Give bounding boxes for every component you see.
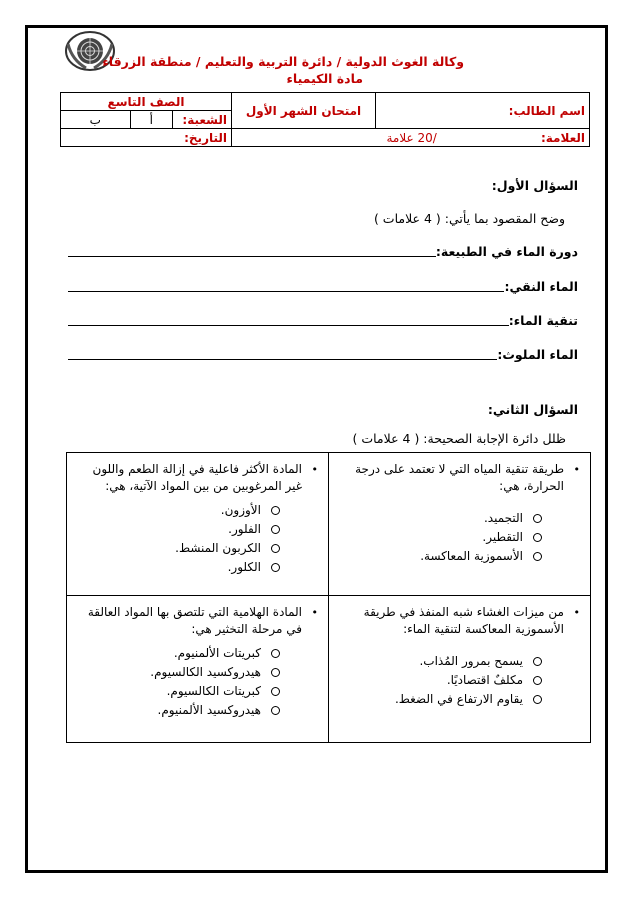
mark-value: /20 علامة: [386, 130, 437, 145]
mcq-question: • المادة الأكثر فاعلية في إزالة الطعم واللون غير المرغوبين من بين المواد الآتية، هي:: [92, 462, 318, 493]
definition-line: [68, 245, 578, 259]
mcq-option[interactable]: الأوزون.: [77, 501, 280, 520]
mcq-option[interactable]: هيدروكسيد الألمنيوم.: [77, 701, 280, 720]
grade-label: الصف التاسع: [61, 93, 232, 111]
radio-circle-icon[interactable]: [271, 668, 280, 677]
section-label: الشعبة:: [173, 111, 232, 129]
mcq-cell: [67, 453, 329, 596]
q2-instruction: ظلل دائرة الإجابة الصحيحة: ( 4 علامات ): [352, 431, 566, 446]
radio-circle-icon[interactable]: [533, 552, 542, 561]
date-label: التاريخ:: [61, 129, 232, 147]
term-label: الماء الملوث:: [497, 347, 578, 362]
answer-line[interactable]: [68, 256, 436, 257]
radio-circle-icon[interactable]: [271, 706, 280, 715]
student-name-label: اسم الطالب:: [376, 93, 590, 129]
section-b: ب: [61, 111, 131, 129]
mcq-option[interactable]: كبريتات الكالسيوم.: [77, 682, 280, 701]
answer-line[interactable]: [68, 291, 504, 292]
radio-circle-icon[interactable]: [271, 544, 280, 553]
mcq-cell: [67, 596, 329, 743]
mcq-option[interactable]: الكربون المنشط.: [77, 539, 280, 558]
radio-circle-icon[interactable]: [271, 506, 280, 515]
term-label: دورة الماء في الطبيعة:: [435, 244, 578, 259]
radio-circle-icon[interactable]: [533, 533, 542, 542]
bullet-icon: •: [311, 606, 318, 619]
definition-line: [68, 280, 578, 294]
mcq-option[interactable]: مكلفٌ اقتصاديًا.: [339, 671, 542, 690]
mcq-question: • المادة الهلامية التي تلتصق بها المواد العالقة في مرحلة التخثير هي:: [87, 605, 318, 636]
mcq-option[interactable]: التقطير.: [339, 528, 542, 547]
radio-circle-icon[interactable]: [271, 649, 280, 658]
mcq-option[interactable]: الكلور.: [77, 558, 280, 577]
mcq-cell: [329, 453, 591, 596]
mark-label: العلامة:: [540, 130, 585, 145]
answer-line[interactable]: [68, 325, 509, 326]
radio-circle-icon[interactable]: [271, 525, 280, 534]
radio-circle-icon[interactable]: [271, 563, 280, 572]
mcq-question: • من ميزات الغشاء شبه المنفذ في طريقة الأسموزية المعاكسة لتنقية الماء:: [363, 605, 580, 636]
exam-title: امتحان الشهر الأول: [232, 93, 376, 129]
radio-circle-icon[interactable]: [533, 676, 542, 685]
mcq-question: • طريقة تنقية المياه التي لا تعتمد على درجة الحرارة، هي:: [355, 462, 580, 493]
mcq-option[interactable]: التجميد.: [339, 509, 542, 528]
radio-circle-icon[interactable]: [271, 687, 280, 696]
mcq-option[interactable]: يقاوم الارتفاع في الضغط.: [339, 690, 542, 709]
mcq-table: [66, 452, 591, 743]
header-line-2: مادة الكيمياء: [286, 71, 363, 86]
term-label: تنقية الماء:: [508, 313, 578, 328]
q2-title: السؤال الثاني:: [487, 402, 578, 417]
bullet-icon: •: [573, 606, 580, 619]
mcq-option[interactable]: الأسموزية المعاكسة.: [339, 547, 542, 566]
page-border: [25, 25, 608, 873]
bullet-icon: •: [311, 463, 318, 476]
definition-line: [68, 348, 578, 362]
radio-circle-icon[interactable]: [533, 657, 542, 666]
q1-title: السؤال الأول:: [491, 178, 578, 193]
radio-circle-icon[interactable]: [533, 695, 542, 704]
answer-line[interactable]: [68, 359, 497, 360]
bullet-icon: •: [573, 463, 580, 476]
mcq-option[interactable]: الفلور.: [77, 520, 280, 539]
mcq-option[interactable]: هيدروكسيد الكالسيوم.: [77, 663, 280, 682]
term-label: الماء النقي:: [504, 279, 578, 294]
radio-circle-icon[interactable]: [533, 514, 542, 523]
definition-line: [68, 314, 578, 328]
mcq-cell: [329, 596, 591, 743]
header-line-1: وكالة الغوث الدولية / دائرة التربية والتعليم / منطقة الزرقاء: [102, 54, 464, 69]
q1-instruction: وضح المقصود بما يأتي: ( 4 علامات ): [373, 211, 565, 226]
student-info-table: [60, 92, 590, 147]
mcq-option[interactable]: كبريتات الألمنيوم.: [77, 644, 280, 663]
section-a: أ: [130, 111, 172, 129]
mark-cell: [232, 129, 590, 147]
mcq-option[interactable]: يسمح بمرور المُذاب.: [339, 652, 542, 671]
